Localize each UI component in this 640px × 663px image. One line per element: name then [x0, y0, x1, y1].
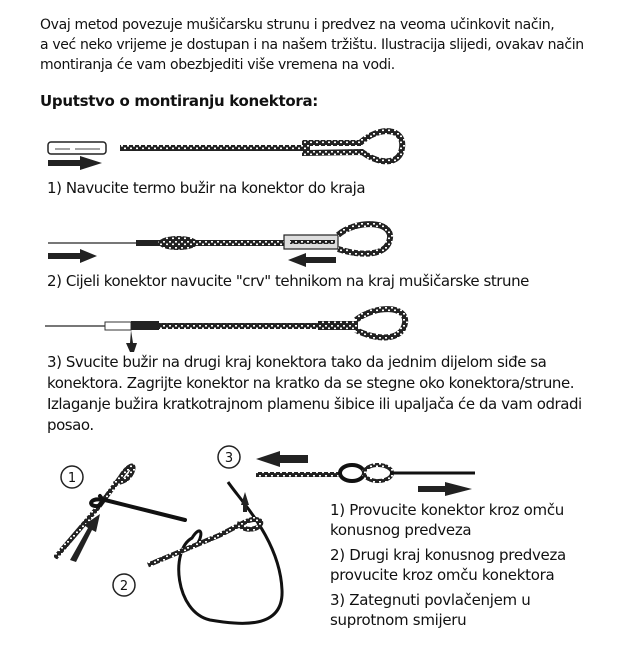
marker-label: 1 — [67, 471, 77, 486]
knot-step-2-text — [330, 545, 566, 585]
step-line: 3) Svucite bužir na drugi kraj konektora tako da jednim dijelom siđe sa — [47, 353, 547, 371]
instructions-heading: Uputstvo o montiranju konektora: — [40, 92, 318, 110]
marker-1 — [61, 466, 83, 488]
knot-step-1-text — [330, 500, 564, 540]
arrow-left-icon — [256, 451, 308, 467]
step-line: 2) Cijeli konektor navucite "crv" tehnikom na kraj mušičarske strune — [47, 272, 529, 290]
intro-line: montiranja će vam obezbjediti više vremena na vodi. — [40, 57, 395, 73]
marker-3 — [218, 446, 240, 468]
knot-step-line: 2) Drugi kraj konusnog predveza — [330, 546, 566, 564]
leader-loop-icon — [179, 482, 282, 623]
step-line: konektora. Zagrijte konektor na kratko da se stegne oko konektora/strune. — [47, 374, 575, 392]
connector-icon — [148, 519, 261, 565]
marker-label: 2 — [119, 579, 129, 594]
arrow-right-icon — [418, 482, 472, 496]
marker-label: 3 — [224, 451, 234, 466]
knot-step-line: suprotnom smijeru — [330, 611, 467, 629]
knot-step-line: konusnog predveza — [330, 521, 472, 539]
connector-icon — [256, 472, 341, 477]
knot-step-3-text — [330, 590, 531, 630]
finished-knot-icon — [340, 465, 475, 481]
intro-line: a već neko vrijeme je dostupan i na našem tržištu. Ilustracija slijedi, ovakav način — [40, 37, 584, 53]
knot-step-line: 1) Provucite konektor kroz omču — [330, 501, 564, 519]
knot-step-line: provucite kroz omču konektora — [330, 566, 555, 584]
step-line: 1) Navucite termo bužir na konektor do kraja — [47, 179, 366, 197]
step-line: posao. — [47, 416, 94, 434]
marker-2 — [113, 574, 135, 596]
intro-line: Ovaj metod povezuje mušičarsku strunu i predvez na veoma učinkovit način, — [40, 17, 555, 33]
knot-step-line: 3) Zategnuti povlačenjem u — [330, 591, 531, 609]
step-line: Izlaganje bužira kratkotrajnom plamenu šibice ili upaljača će da vam odradi — [47, 395, 582, 413]
leader-icon — [91, 496, 185, 520]
